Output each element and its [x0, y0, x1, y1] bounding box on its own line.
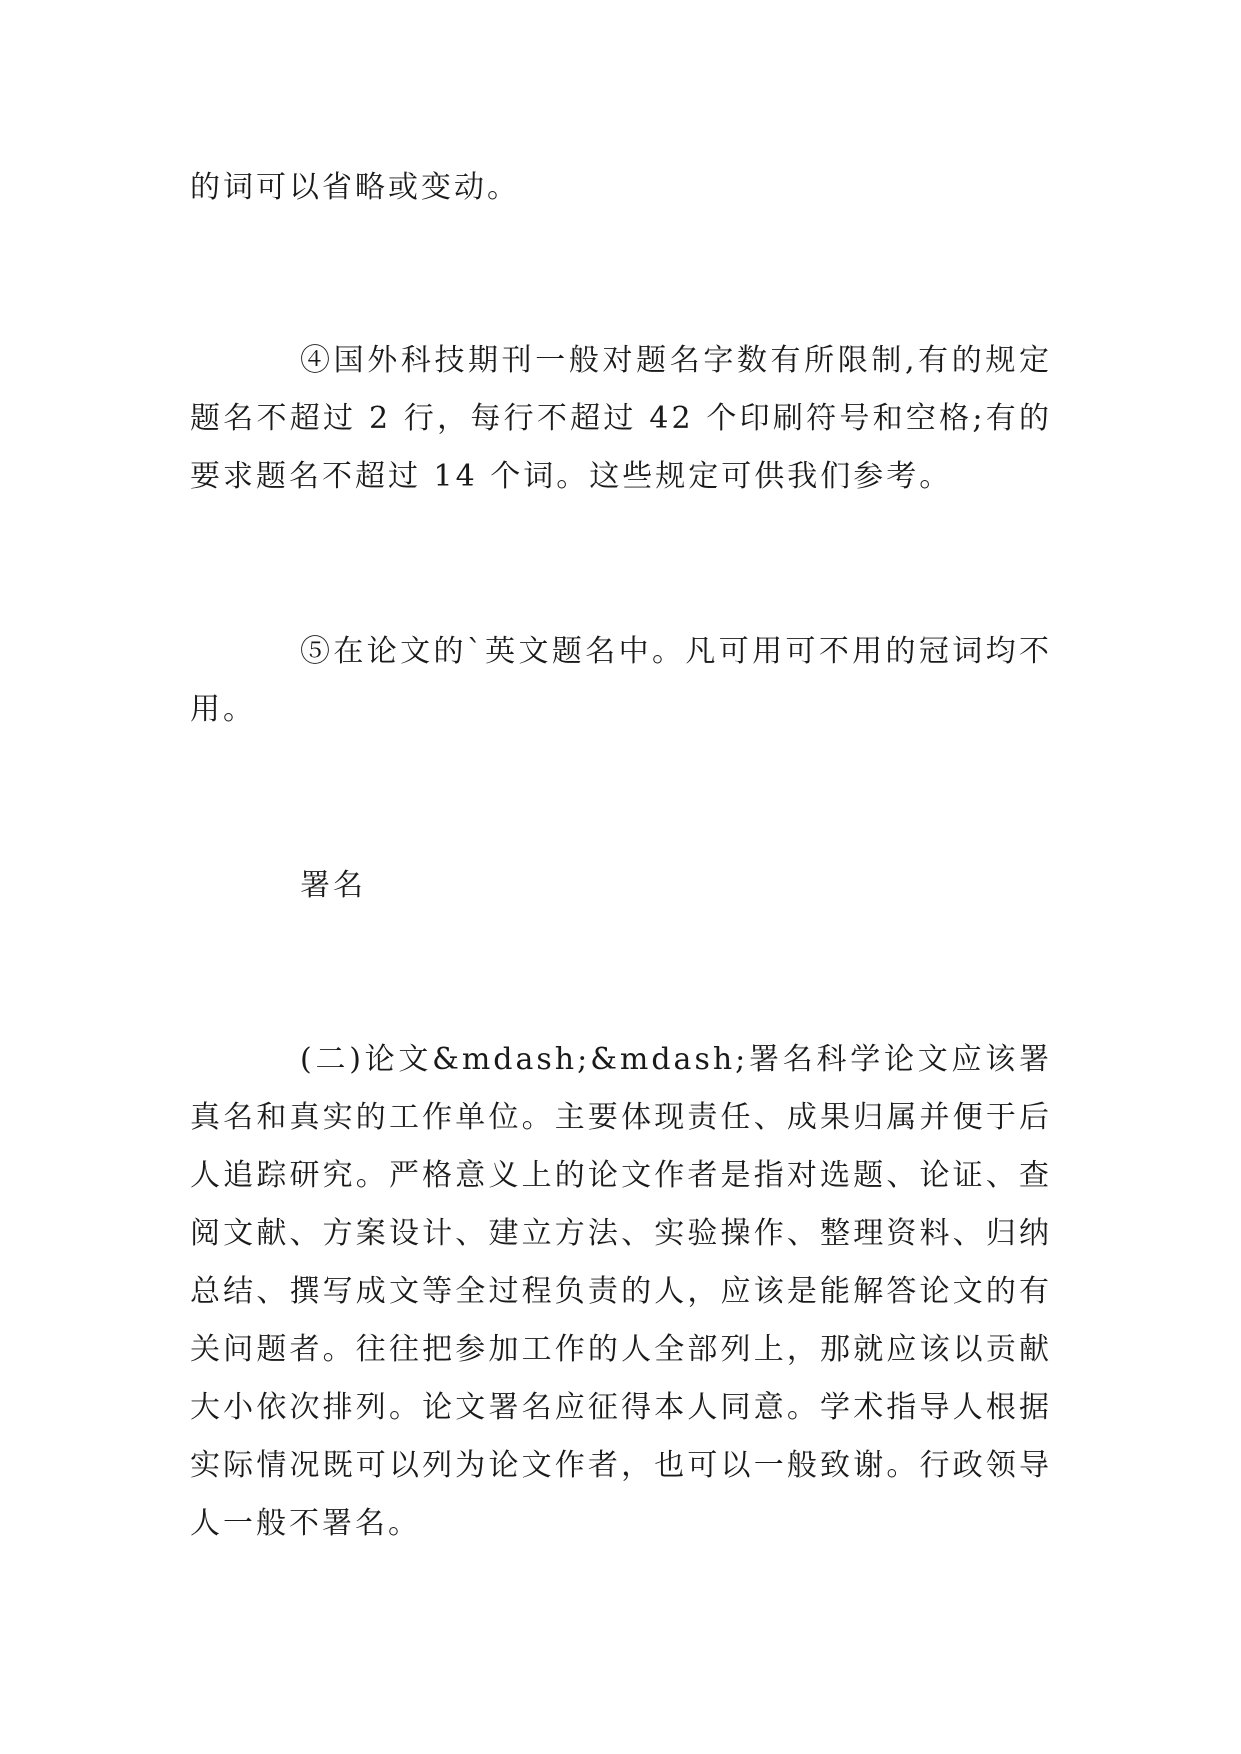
paragraph-continuation: 的词可以省略或变动。: [190, 170, 520, 205]
paragraph-signature-body: (二)论文&mdash;&mdash;署名科学论文应该署真名和真实的工作单位。主要体现责任、成果归属并便于后人追踪研究。严格意义上的论文作者是指对选题、论证、查阅文献、方案设计、建立方法、实验操作、整理资料、归纳总结、撰写成文等全过程负责的人，应该是能解答论文的有关问题者。往往把参加工作的人全部列上，那就应该以贡献大小依次排列。论文署名应征得本人同意。学术指导人根据实际情况既可以列为论文作者，也可以一般致谢。行政领导人一般不署名。: [190, 1042, 1052, 1541]
paragraph-item-4: ④国外科技期刊一般对题名字数有所限制,有的规定题名不超过 2 行，每行不超过 42 个印刷符号和空格;有的要求题名不超过 14 个词。这些规定可供我们参考。: [190, 343, 1052, 494]
section-heading-signature: 署名: [300, 868, 366, 903]
paragraph-item-5: ⑤在论文的`英文题名中。凡可用可不用的冠词均不用。: [190, 634, 1052, 727]
